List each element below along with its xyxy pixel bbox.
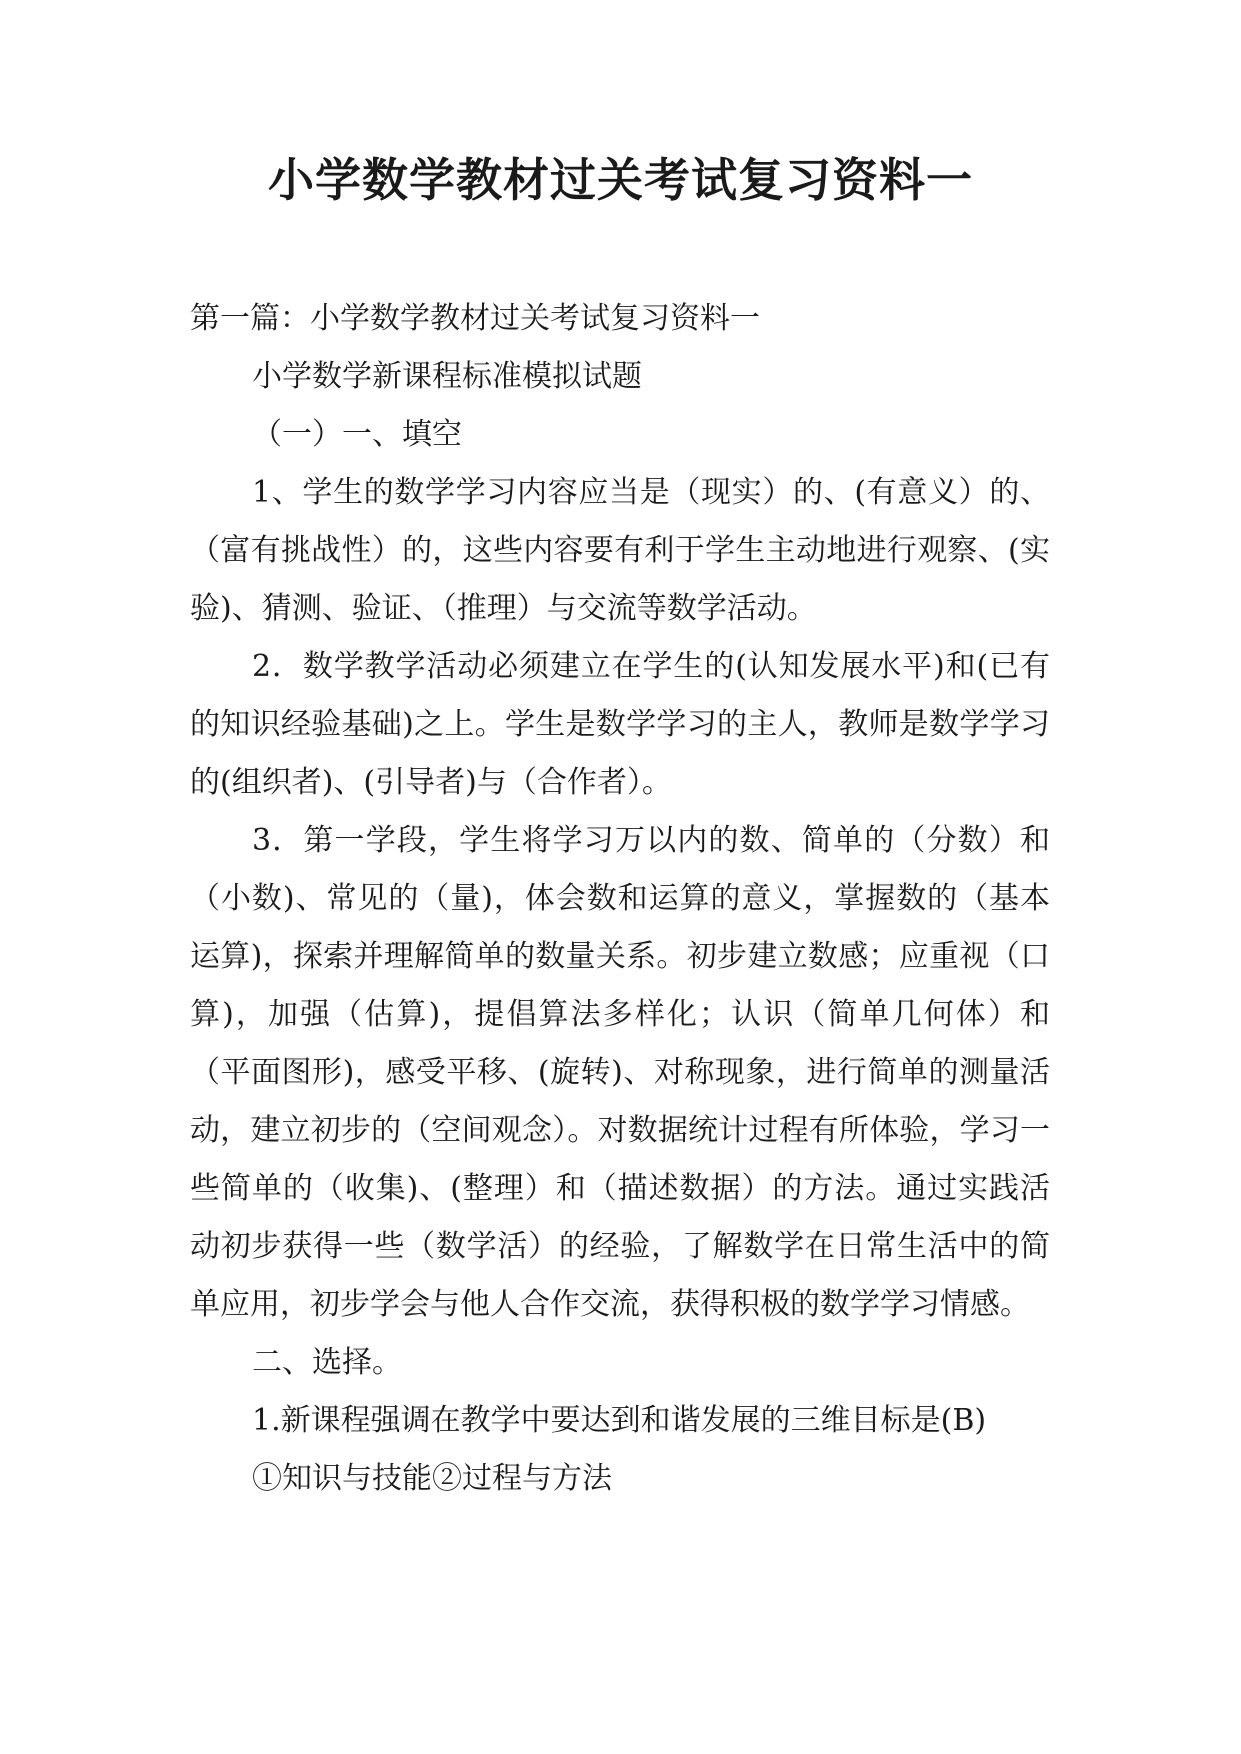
question-2: 2．数学教学活动必须建立在学生的(认知发展水平)和(已有的知识经验基础)之上。学生是数学学习的主人，教师是数学学习的(组织者)、(引导者)与（合作者）。 [190,649,1050,800]
section-choice-heading: 二、选择。 [252,1345,402,1380]
section-fill-in-heading: （一）一、填空 [252,417,462,452]
chapter-heading: 第一篇：小学数学教材过关考试复习资料一 [190,301,760,336]
document-body [190,290,1050,1508]
question-3: 3．第一学段，学生将学习万以内的数、简单的（分数）和（小数)、常见的（量)，体会数和运算的意义，掌握数的（基本运算)，探索并理解简单的数量关系。初步建立数感；应重视（口算)，加强（估算)，提倡算法多样化；认识（简单几何体）和（平面图形)，感受平移、(旋转)、对称现象，进行简单的测量活动，建立初步的（空间观念）。对数据统计过程有所体验，学习一些简单的（收集)、(整理）和（描述数据）的方法。通过实践活动初步获得一些（数学活）的经验，了解数学在日常生活中的简单应用，初步学会与他人合作交流，获得积极的数学学习情感。 [190,823,1050,1322]
choice-question-1: 1.新课程强调在教学中要达到和谐发展的三维目标是(B) [252,1403,987,1438]
question-1: 1、学生的数学学习内容应当是（现实）的、(有意义）的、（富有挑战性）的，这些内容要有利于学生主动地进行观察、(实验)、猜测、验证、（推理）与交流等数学活动。 [190,475,1050,626]
choice-question-1-options: ①知识与技能②过程与方法 [252,1461,612,1496]
document-title: 小学数学教材过关考试复习资料一 [268,153,973,207]
subtitle: 小学数学新课程标准模拟试题 [252,359,642,394]
